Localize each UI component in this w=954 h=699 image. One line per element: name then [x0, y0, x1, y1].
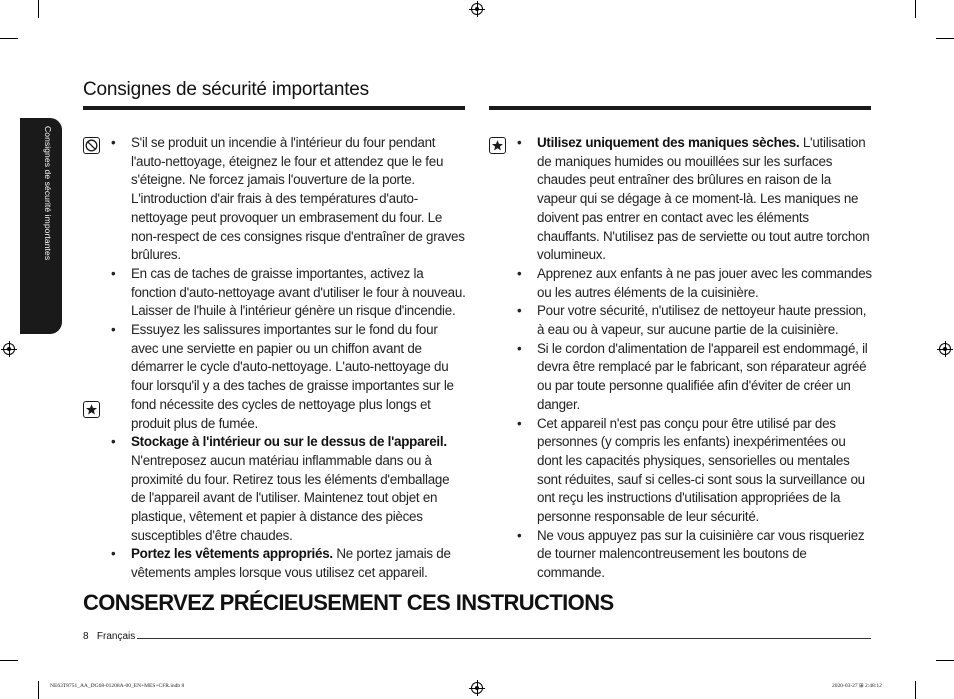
list-item: • Apprenez aux enfants à ne pas jouer avec les commandes ou les autres éléments de la cuisinière.	[516, 265, 872, 302]
item-text: L'utilisation de maniques humides ou mouillées sur les surfaces chaudes peut entraîner des brûlures en raison de la vapeur qui se dégage à ce moment-là. Les maniques ne doivent pas entrer en contact avec les éléments chauffants. N'utilisez pas de serviette ou tout autre torchon volumineux.	[537, 135, 870, 263]
no-symbol-icon	[83, 137, 100, 154]
instructions-title: CONSERVEZ PRÉCIEUSEMENT CES INSTRUCTIONS	[83, 590, 614, 615]
crop-mark	[915, 681, 916, 699]
list-item	[516, 134, 872, 265]
print-info-right: 2020-03-27 ⊞ 2:48:12	[832, 683, 882, 689]
list-item	[110, 545, 466, 582]
crop-mark	[915, 0, 916, 18]
print-info-left: NE63T8751_AA_DG68-01208A-00_EN+MES+CFR.indb 8	[50, 683, 185, 689]
registration-mark-icon	[939, 343, 951, 355]
list-item: • Si le cordon d'alimentation de l'appareil est endommagé, il devra être remplacé par le fabricant, son réparateur agréé ou par toute personne qualifiée afin d'éviter de créer un danger.	[516, 340, 872, 415]
list-item	[110, 433, 466, 545]
list-item: • Ne vous appuyez pas sur la cuisinière car vous risqueriez de tourner malencontreusement les boutons de commande.	[516, 527, 872, 583]
star-icon	[83, 401, 100, 418]
item-heading: Utilisez uniquement des maniques sèches.	[537, 135, 800, 150]
list-item: • En cas de taches de graisse importantes, activez la fonction d'auto-nettoyage avant d'utiliser le four à nouveau. Laisser de l'huile à l'intérieur génère un risque d'incendie.	[110, 265, 466, 321]
item-text: Ne portez jamais de vêtements amples lorsque vous utilisez cet appareil.	[131, 546, 451, 581]
page-footer	[83, 631, 135, 642]
section-rule-right	[489, 106, 871, 110]
side-tab-label: Consignes de sécurité importantes	[43, 126, 53, 261]
list-item: • Essuyez les salissures importantes sur le fond du four avec une serviette en papier ou un chiffon avant de démarrer le cycle d'auto-nettoyage. L'auto-nettoyage du four lorsqu'il y a des taches de graisse importantes sur le fond nécessite des cycles de nettoyage plus longs et produit plus de fumée.	[110, 321, 466, 433]
crop-mark	[936, 660, 954, 661]
item-heading: Stockage à l'intérieur ou sur le dessus de l'appareil.	[131, 434, 447, 450]
section-rule-left	[83, 106, 465, 110]
page-number: 8	[83, 631, 89, 642]
crop-mark	[38, 0, 39, 18]
item-text: N'entreposez aucun matériau inflammable dans ou à proximité du four. Retirez tous les éléments d'emballage de l'appareil avant de l'utiliser. Maintenez tout objet en plastique, vêtement et papier à distance des pièces susceptibles d'être chaudes.	[131, 452, 450, 543]
item-heading: Portez les vêtements appropriés.	[131, 546, 333, 562]
list-item: • Cet appareil n'est pas conçu pour être utilisé par des personnes (y compris les enfants) inexpérimentées ou dont les capacités physiques, sensorielles ou mentales sont réduites, sauf si celles-ci sont sous la surveillance ou ont reçu les instructions d'utilisation appropriées de la personne responsable de leur sécurité.	[516, 415, 872, 527]
registration-mark-icon	[471, 3, 483, 15]
crop-mark	[0, 660, 18, 661]
star-icon	[489, 137, 506, 154]
footer-rule	[137, 638, 871, 639]
caution-list	[516, 134, 872, 583]
caution-list	[110, 433, 466, 583]
crop-mark	[0, 38, 18, 39]
left-column	[110, 134, 466, 583]
side-tab	[20, 118, 62, 334]
right-column	[516, 134, 872, 583]
crop-mark	[38, 681, 39, 699]
warning-list	[110, 134, 466, 433]
page-language: Français	[96, 631, 136, 642]
crop-mark	[936, 38, 954, 39]
list-item: • Pour votre sécurité, n'utilisez de nettoyeur haute pression, à eau ou à vapeur, sur aucune partie de la cuisinière.	[516, 302, 872, 339]
registration-mark-icon	[471, 682, 483, 694]
section-title: Consignes de sécurité importantes	[83, 79, 369, 100]
list-item: • S'il se produit un incendie à l'intérieur du four pendant l'auto-nettoyage, éteignez le four et attendez que le feu s'éteigne. Ne forcez jamais l'ouverture de la porte. L'introduction d'air frais à des températures d'auto-nettoyage peut provoquer un embrasement du four. Le non-respect de ces consignes risque d'entraîner de graves brûlures.	[110, 134, 466, 265]
registration-mark-icon	[3, 343, 15, 355]
